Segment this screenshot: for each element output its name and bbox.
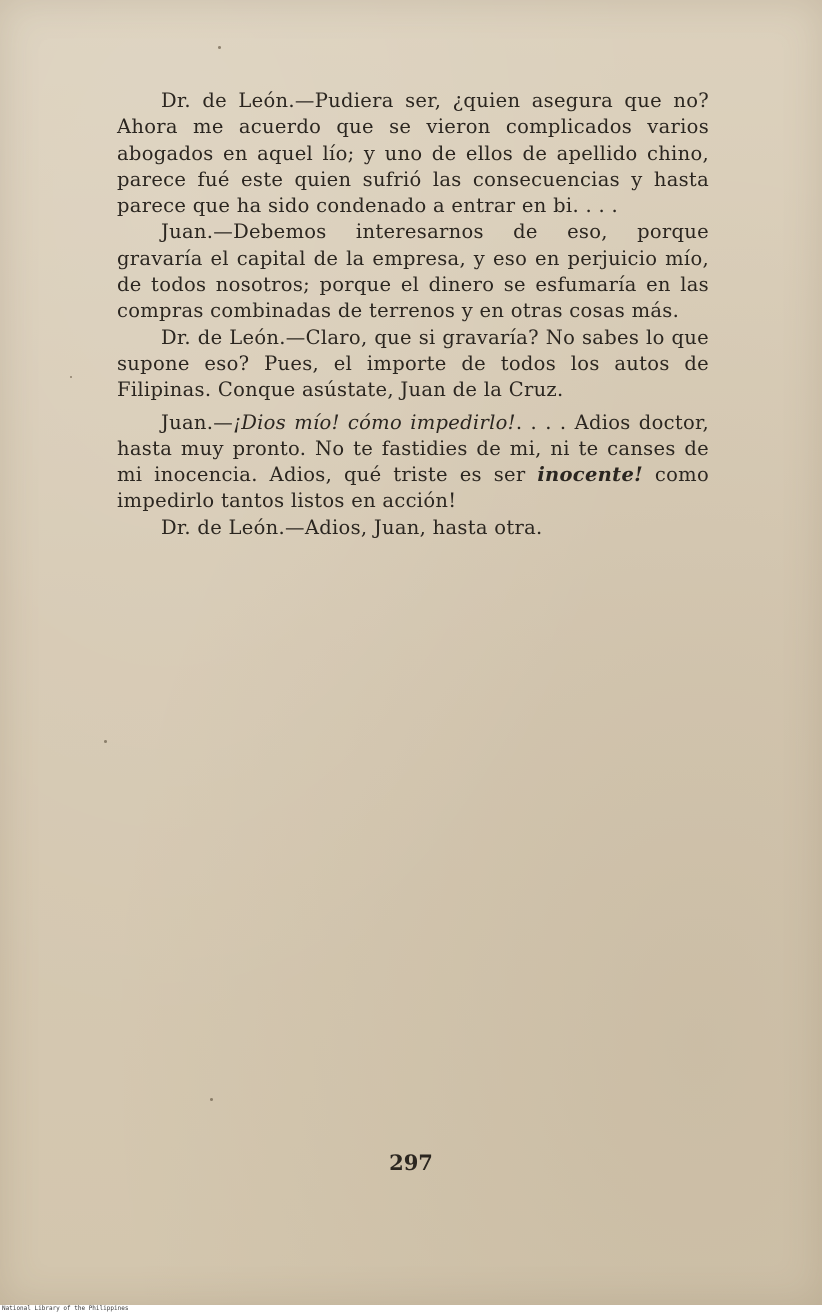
dialogue-line: Pudiera ser, ¿quien asegura que no? Ahora me acuerdo que se vieron complicados varios abogados en aquel lío; y uno de ellos de apellido chino, parece fué este quien sufrió las consecuencias y hasta parece que ha sido condenado a entrar en bi. . . .	[117, 89, 709, 218]
speaker-name: Juan.	[161, 220, 214, 244]
em-dash: —	[213, 220, 234, 244]
paper-speck	[210, 1098, 213, 1101]
dialogue-line: como impedirlo tantos listos en acción!	[117, 463, 709, 513]
paper-speck	[104, 740, 107, 743]
speaker-name: Dr. de León.	[161, 325, 286, 349]
dialogue-paragraph	[117, 410, 709, 515]
em-dash: —	[285, 325, 306, 349]
paper-speck	[218, 46, 221, 49]
dialogue-line: . . . . Adios doctor, hasta muy pronto. No te fastidies de mi, ni te canses de mi inocencia. Adios, qué triste es ser	[117, 410, 710, 487]
dialogue-line: Claro, que si gravaría? No sabes lo que supone eso? Pues, el importe de todos los autos de Filipinas. Conque asústate, Juan de la Cruz.	[117, 325, 709, 402]
paper-speck	[70, 376, 72, 378]
footer-credit: National Library of the Philippines	[2, 1305, 129, 1312]
dialogue-line: Adios, Juan, hasta otra.	[304, 515, 543, 539]
page-number: 297	[389, 1150, 433, 1175]
em-dash: —	[213, 410, 234, 434]
dialogue-line: Debemos interesarnos de eso, porque gravaría el capital de la empresa, y eso en perjuicio mío, de todos nosotros; porque el dinero se esfumaría en las compras combinadas de terrenos y en otras cosas más.	[117, 220, 709, 323]
dialogue-paragraph	[117, 515, 709, 541]
speaker-name: Juan.	[161, 410, 214, 434]
speaker-name: Dr. de León.	[161, 89, 295, 112]
dialogue-paragraph	[117, 219, 709, 324]
speaker-name: Dr. de León.	[161, 515, 286, 539]
emphasized-word: inocente!	[537, 463, 644, 487]
dialogue-exclamation: ¡Dios mío! cómo impedirlo!	[233, 410, 516, 434]
dialogue-paragraph	[117, 88, 709, 219]
em-dash: —	[285, 515, 305, 539]
dialogue-text	[117, 88, 709, 541]
em-dash: —	[294, 89, 315, 112]
dialogue-paragraph	[117, 325, 709, 404]
